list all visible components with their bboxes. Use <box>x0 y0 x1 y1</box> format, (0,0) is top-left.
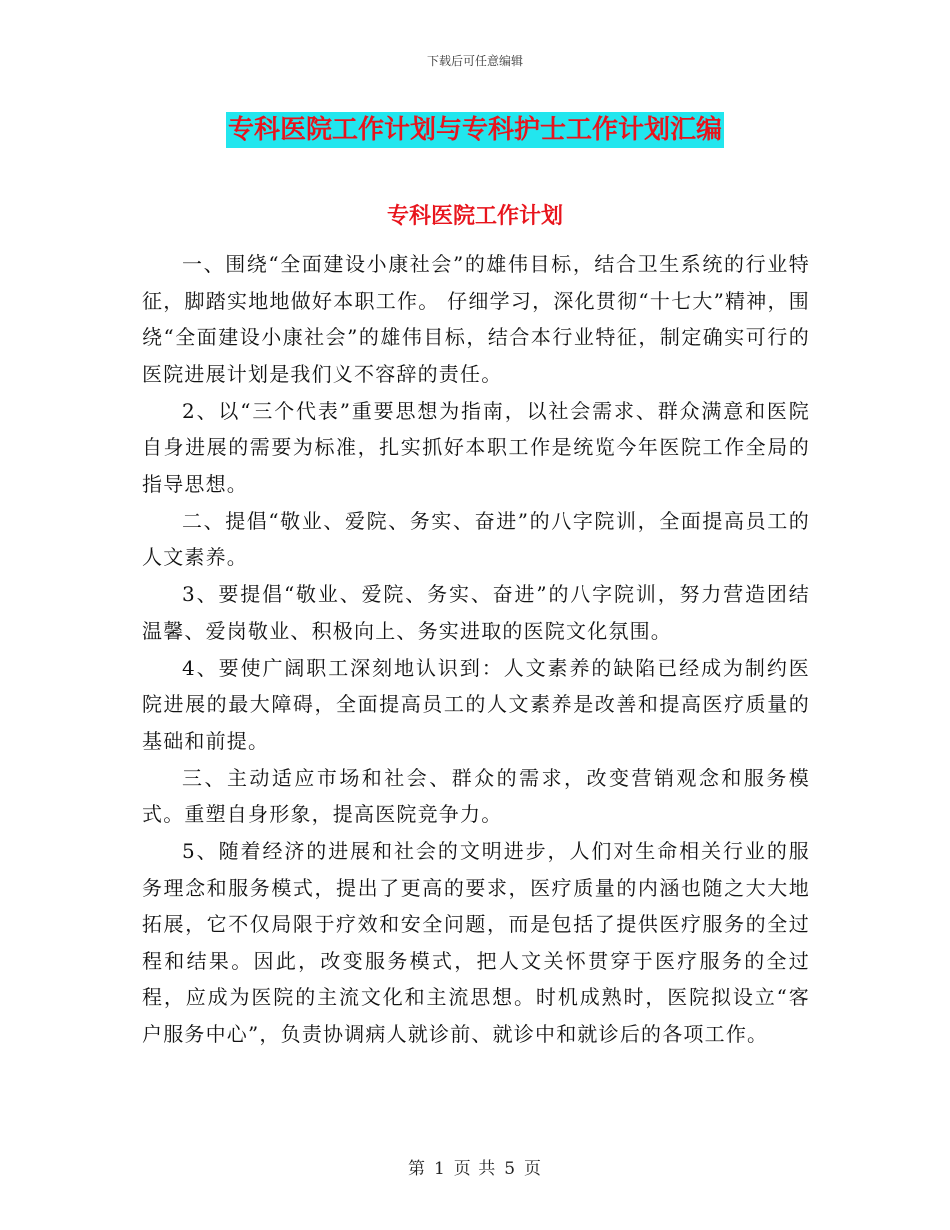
header-note: 下载后可任意编辑 <box>426 54 523 68</box>
paragraph-2: 2、以“三个代表”重要思想为指南，以社会需求、群众满意和医院自身进展的需要为标准，扎实抓好本职工作是统览今年医院工作全局的指导思想。 <box>142 398 810 496</box>
paragraph-5: 4、要使广阔职工深刻地认识到：人文素养的缺陷已经成为制约医院进展的最大障碍，全面提高员工的人文素养是改善和提高医疗质量的基础和前提。 <box>142 655 810 753</box>
paragraph-7: 5、随着经济的进展和社会的文明进步，人们对生命相关行业的服务理念和服务模式，提出了更高的要求，医疗质量的内涵也随之大大地拓展，它不仅局限于疗效和安全问题，而是包括了提供医疗服务的全过程和结果。因此，改变服务模式，把人文关怀贯穿于医疗服务的全过程，应成为医院的主流文化和主流思想。时机成熟时，医院拟设立“客户服务中心”，负责协调病人就诊前、就诊中和就诊后的各项工作。 <box>142 839 810 1046</box>
document-body <box>142 246 810 1053</box>
paragraph-6: 三、主动适应市场和社会、群众的需求，改变营销观念和服务模式。重塑自身形象，提高医院竞争力。 <box>142 765 810 826</box>
footer-mid: 页 共 <box>453 1159 497 1179</box>
document-title: 专科医院工作计划与专科护士工作计划汇编 <box>226 112 724 148</box>
footer-prefix: 第 <box>407 1159 426 1179</box>
paragraph-1: 一、围绕“全面建设小康社会”的雄伟目标，结合卫生系统的行业特征，脚踏实地地做好本职工作。 仔细学习，深化贯彻“十七大”精神，围绕“全面建设小康社会”的雄伟目标，结合本行业特征，制定确实可行的医院进展计划是我们义不容辞的责任。 <box>142 252 810 386</box>
main-title-container <box>0 112 950 148</box>
total-pages-number: 5 <box>504 1159 517 1179</box>
section-title: 专科医院工作计划 <box>386 203 563 229</box>
page-footer <box>0 1154 950 1179</box>
current-page-number: 1 <box>433 1159 446 1179</box>
paragraph-4: 3、要提倡“敬业、爱院、务实、奋进”的八字院训，努力营造团结温馨、爱岗敬业、积极向上、务实进取的医院文化氛围。 <box>142 582 810 643</box>
footer-suffix: 页 <box>524 1159 543 1179</box>
paragraph-3: 二、提倡“敬业、爱院、务实、奋进”的八字院训，全面提高员工的人文素养。 <box>142 508 810 569</box>
